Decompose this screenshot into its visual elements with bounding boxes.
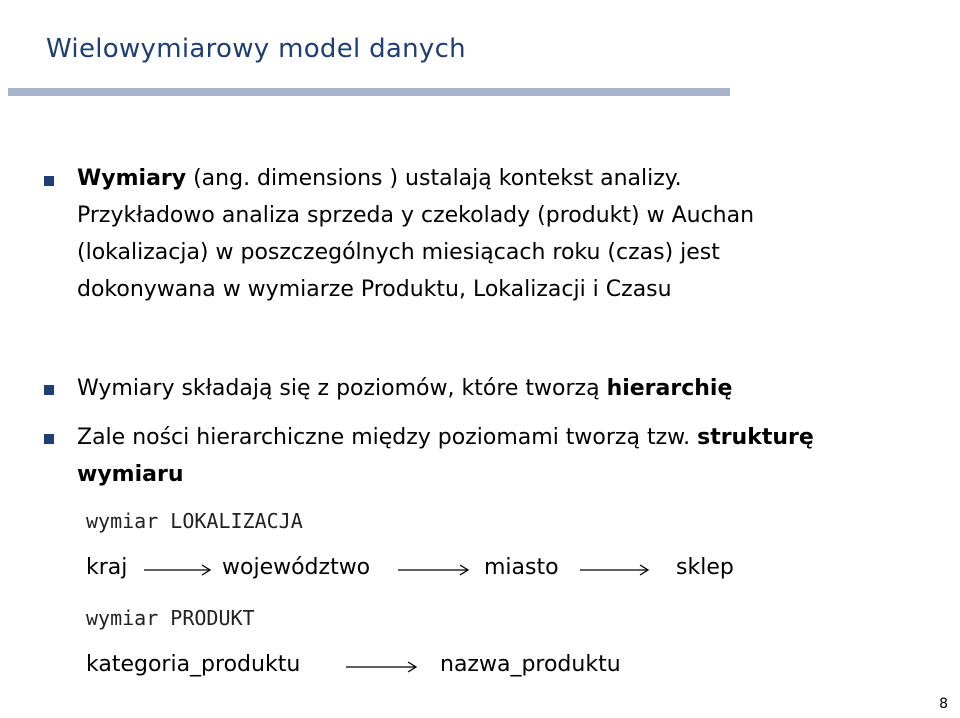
level-wojewodztwo: województwo xyxy=(222,555,371,580)
square-bullet-icon xyxy=(44,176,54,186)
arrow-right-icon xyxy=(398,563,470,577)
level-kraj: kraj xyxy=(86,555,128,580)
arrow-right-icon xyxy=(144,563,212,577)
bullet-2-bold: hierarchię xyxy=(606,376,733,401)
bullet-1-bold: Wymiary xyxy=(77,166,187,191)
slide-title: Wielowymiarowy model danych xyxy=(46,34,466,64)
level-sklep: sklep xyxy=(676,555,734,580)
title-underline-bar xyxy=(8,88,730,96)
dimension-label-produkt: wymiar PRODUKT xyxy=(86,606,255,630)
square-bullet-icon xyxy=(44,385,54,395)
bullet-1-line-1 xyxy=(77,160,754,197)
bullet-1-line-3: (lokalizacja) w poszczególnych miesiącach roku (czas) jest xyxy=(77,240,720,265)
bullet-2-plain: Wymiary składają się z poziomów, które tworzą xyxy=(77,376,607,401)
bullet-1-rest: (ang. dimensions ) ustalają kontekst analizy. xyxy=(186,166,682,191)
arrow-right-icon xyxy=(346,660,418,674)
bullet-3-bold: strukturę xyxy=(697,425,814,450)
arrow-right-icon xyxy=(580,563,650,577)
level-nazwa-produktu: nazwa_produktu xyxy=(440,652,621,677)
bullet-3-line-1 xyxy=(77,419,814,456)
bullet-2-text xyxy=(77,370,732,407)
bullet-3-line-2: wymiaru xyxy=(77,462,184,487)
level-miasto: miasto xyxy=(484,555,559,580)
level-kategoria-produktu: kategoria_produktu xyxy=(86,652,301,677)
bullet-3-plain: Zale ności hierarchiczne między poziomami tworzą tzw. xyxy=(77,425,698,450)
bullet-3-text xyxy=(77,419,814,493)
bullet-1-text xyxy=(77,160,754,308)
bullet-1-line-4: dokonywana w wymiarze Produktu, Lokalizacji i Czasu xyxy=(77,277,672,302)
page-number: 8 xyxy=(939,696,948,712)
bullet-1-line-2: Przykładowo analiza sprzeda y czekolady (produkt) w Auchan xyxy=(77,203,755,228)
square-bullet-icon xyxy=(44,434,54,444)
dimension-label-lokalizacja: wymiar LOKALIZACJA xyxy=(86,509,303,533)
